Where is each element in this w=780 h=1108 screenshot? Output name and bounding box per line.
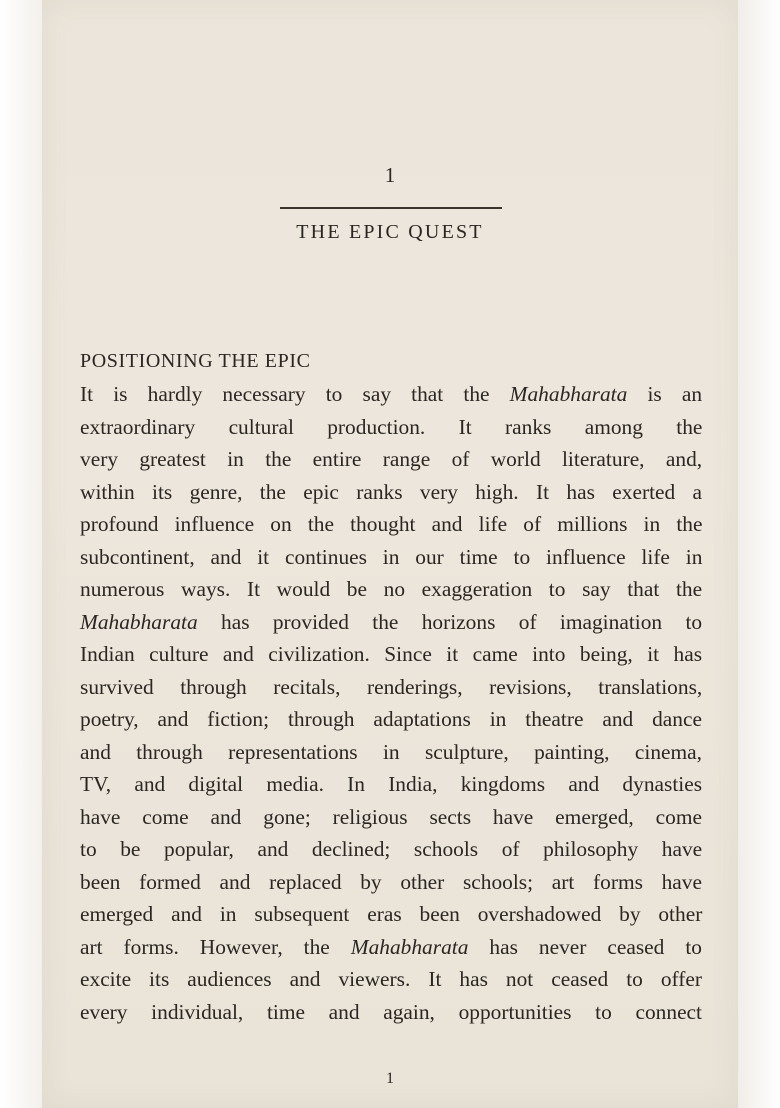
page-number: 1 bbox=[386, 1070, 394, 1087]
italic-title: Mahabharata bbox=[509, 382, 628, 406]
body-line-text: art forms. However, the bbox=[80, 934, 351, 959]
body-line bbox=[80, 476, 702, 509]
body-line bbox=[80, 833, 702, 866]
body-line-text: emerged and in subsequent eras been overshadowed by other bbox=[80, 902, 703, 926]
body-line-text: been formed and replaced by other schools; art forms have bbox=[80, 869, 702, 894]
chapter-rule bbox=[280, 207, 502, 209]
page-edge-left bbox=[0, 0, 42, 1108]
body-line-text: have come and gone; religious sects have emerged, come bbox=[80, 804, 702, 829]
section-heading: POSITIONING THE EPIC bbox=[80, 350, 311, 372]
body-line bbox=[80, 963, 702, 996]
body-line-text: has never ceased to bbox=[468, 934, 702, 959]
body-line-text: and through representations in sculpture, painting, cinema, bbox=[80, 739, 702, 764]
body-line-text: to be popular, and declined; schools of philosophy have bbox=[80, 837, 703, 861]
body-line bbox=[80, 411, 702, 444]
body-line-text: very greatest in the entire range of world literature, and, bbox=[80, 447, 703, 471]
body-line bbox=[80, 541, 702, 574]
body-line bbox=[80, 898, 702, 931]
body-line-text: every individual, time and again, opportunities to connect bbox=[80, 999, 702, 1024]
body-line-text: profound influence on the thought and life of millions in the bbox=[80, 512, 703, 536]
body-line bbox=[80, 443, 702, 476]
body-line-text: within its genre, the epic ranks very high. It has exerted a bbox=[80, 479, 703, 504]
body-line-text: subcontinent, and it continues in our time to influence life in bbox=[80, 544, 703, 569]
chapter-title: THE EPIC QUEST bbox=[296, 221, 484, 243]
body-line-text: poetry, and fiction; through adaptations in theatre and dance bbox=[80, 707, 702, 731]
body-line bbox=[80, 703, 702, 736]
body-line-text: It is hardly necessary to say that the bbox=[80, 382, 510, 406]
body-line bbox=[80, 768, 702, 801]
body-line-text: TV, and digital media. In India, kingdoms and dynasties bbox=[80, 772, 703, 796]
body-line bbox=[80, 573, 702, 606]
chapter-number: 1 bbox=[384, 163, 396, 187]
body-line-text: extraordinary cultural production. It ranks among the bbox=[80, 414, 703, 439]
body-line bbox=[80, 638, 702, 671]
italic-title: Mahabharata bbox=[350, 934, 469, 959]
body-line bbox=[80, 671, 702, 704]
body-line bbox=[80, 866, 702, 899]
body-line bbox=[80, 996, 702, 1029]
body-line-text: has provided the horizons of imagination to bbox=[197, 609, 703, 634]
italic-title: Mahabharata bbox=[80, 609, 198, 634]
body-line bbox=[80, 931, 702, 964]
body-line-text: excite its audiences and viewers. It has not ceased to offer bbox=[80, 967, 702, 991]
body-line-text: is an bbox=[627, 382, 703, 406]
body-line bbox=[80, 801, 702, 834]
body-line-text: Indian culture and civilization. Since it came into being, it has bbox=[80, 642, 703, 666]
body-line bbox=[80, 606, 702, 639]
body-line bbox=[80, 736, 702, 769]
body-line-text: numerous ways. It would be no exaggeration to say that the bbox=[80, 577, 703, 601]
book-page bbox=[42, 0, 738, 1108]
body-line bbox=[80, 378, 702, 411]
body-line-text: survived through recitals, renderings, revisions, translations, bbox=[80, 674, 703, 699]
page-edge-right bbox=[738, 0, 780, 1108]
body-line bbox=[80, 508, 702, 541]
body-paragraph bbox=[80, 378, 702, 1028]
